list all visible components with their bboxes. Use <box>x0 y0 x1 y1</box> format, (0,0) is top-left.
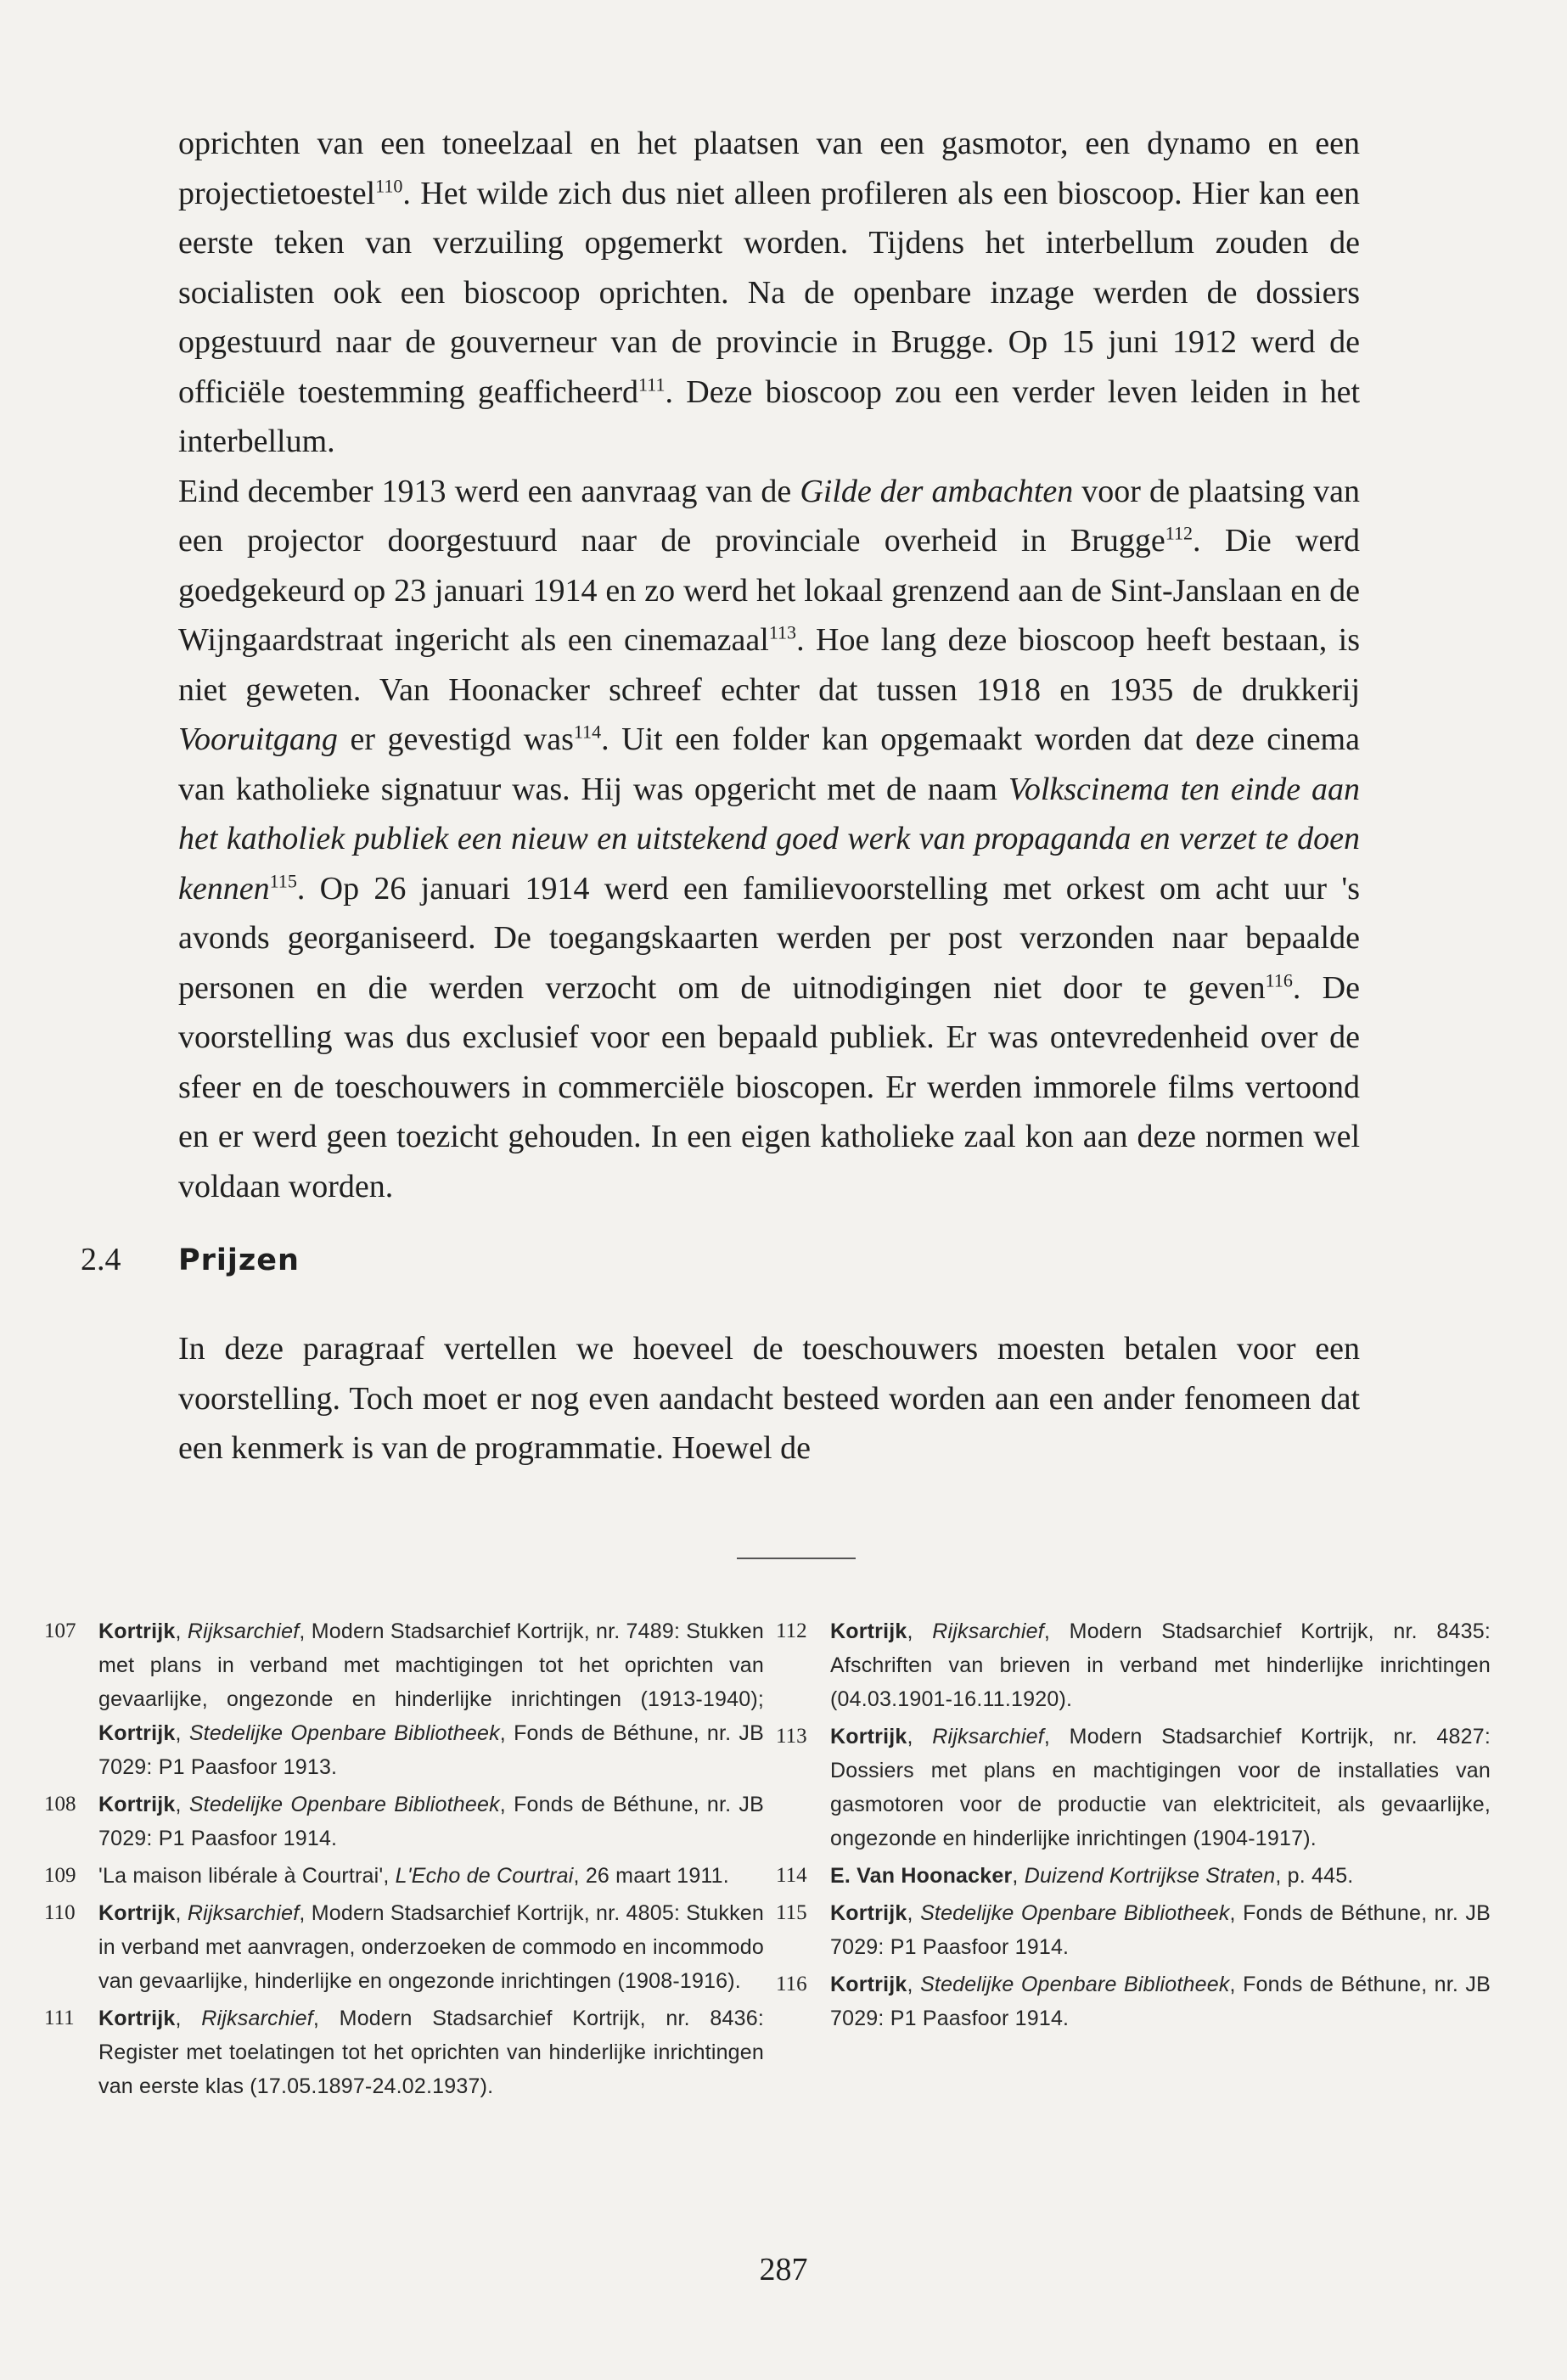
footnote: 114 E. Van Hoonacker, Duizend Kortrijkse Straten, p. 445. <box>776 1859 1491 1893</box>
footnote: 115 Kortrijk, Stedelijke Openbare Bibliotheek, Fonds de Béthune, nr. JB 7029: P1 Paasfoor 1914. <box>776 1896 1491 1964</box>
footnote-ref[interactable]: 113 <box>768 621 797 643</box>
paragraph: oprichten van een toneelzaal en het plaatsen van een gasmotor, een dynamo en een projectietoestel$^{110}$. Het wilde zich dus niet alleen profileren als een bioscoop. Hier kan een eerste teken van verzuiling opgemerkt worden. Tijdens het interbellum zouden de socialisten ook een bioscoop oprichten. Na de openbare inzage werden de dossiers opgestuurd naar de gouverneur van de provincie in Brugge. Op 15 juni 1912 werd de officiële toestemming geafficheerd$^{111}$. Deze bioscoop zou een verder leven leiden in het interbellum. <box>178 126 1360 459</box>
section-paragraph: In deze paragraaf vertellen we hoeveel de toeschouwers moesten betalen voor een voorstelling. Toch moet er nog even aandacht besteed worden aan een ander fenomeen dat een kenmerk is van de programmatie. Hoewel de <box>178 1331 1360 1466</box>
footnote-number: 113 <box>776 1725 807 1748</box>
footnote-number: 107 <box>44 1619 76 1642</box>
footnote-number: 115 <box>776 1901 807 1924</box>
footnote-number: 112 <box>776 1619 807 1642</box>
footnote-ref[interactable]: 115 <box>269 869 297 891</box>
footnote: 107 Kortrijk, Rijksarchief, Modern Stadsarchief Kortrijk, nr. 7489: Stukken met plans in verband met machtigingen tot het oprichten van gevaarlijke, ongezonde en hinderlijke inrichtingen (1913-1940); Kortrijk, Stedelijke Openbare Bibliotheek, Fonds de Béthune, nr. JB 7029: P1 Paasfoor 1913. <box>44 1614 764 1784</box>
footnote: 110 Kortrijk, Rijksarchief, Modern Stadsarchief Kortrijk, nr. 4805: Stukken in verband met aanvragen, onderzoeken de commodo en incommodo van gevaarlijke, hinderlijke en ongezonde inrichtingen (1908-1916). <box>44 1896 764 1998</box>
page-number: 287 <box>759 2252 808 2287</box>
footnote-number: 114 <box>776 1864 807 1887</box>
footnote-ref[interactable]: 111 <box>638 373 666 395</box>
section-heading <box>81 1241 300 1278</box>
footnote-ref[interactable]: 112 <box>1165 522 1194 544</box>
footnotes-right-column <box>776 1614 1491 2039</box>
footnote-number: 111 <box>44 2007 75 2029</box>
footnote: 116 Kortrijk, Stedelijke Openbare Bibliotheek, Fonds de Béthune, nr. JB 7029: P1 Paasfoor 1914. <box>776 1967 1491 2035</box>
footnote-ref[interactable]: 116 <box>1265 968 1293 991</box>
section-number: 2.4 <box>81 1242 121 1277</box>
footnote-ref[interactable]: 110 <box>375 174 403 196</box>
footnote-number: 110 <box>44 1901 76 1924</box>
footnote-ref[interactable]: 114 <box>573 721 602 743</box>
footnote: 108 Kortrijk, Stedelijke Openbare Bibliotheek, Fonds de Béthune, nr. JB 7029: P1 Paasfoor 1914. <box>44 1788 764 1855</box>
footnote-number: 116 <box>776 1973 807 1995</box>
footnote-divider <box>737 1558 856 1559</box>
body-text <box>178 119 1360 1211</box>
section-title: Prijzen <box>178 1243 300 1277</box>
footnote-number: 109 <box>44 1864 76 1887</box>
footnote: 112 Kortrijk, Rijksarchief, Modern Stadsarchief Kortrijk, nr. 8435: Afschriften van brieven in verband met hinderlijke inrichtingen (04.03.1901-16.11.1920). <box>776 1614 1491 1716</box>
footnote: 109 'La maison libérale à Courtrai', L'Echo de Courtrai, 26 maart 1911. <box>44 1859 764 1893</box>
footnote-number: 108 <box>44 1793 76 1816</box>
footnotes-left-column <box>44 1614 764 2107</box>
footnote: 113 Kortrijk, Rijksarchief, Modern Stadsarchief Kortrijk, nr. 4827: Dossiers met plans en machtigingen voor de installaties van gasmotoren voor de productie van elektriciteit, als gevaarlijke, ongezonde en hinderlijke inrichtingen (1904-1917). <box>776 1720 1491 1855</box>
paragraph: Eind december 1913 werd een aanvraag van de Gilde der ambachten voor de plaatsing van een projector doorgestuurd naar de provinciale overheid in Brugge$^{112}$. Die werd goedgekeurd op 23 januari 1914 en zo werd het lokaal grenzend aan de Sint-Janslaan en de Wijngaardstraat ingericht als een cinemazaal$^{113}$. Hoe lang deze bioscoop heeft bestaan, is niet geweten. Van Hoonacker schreef echter dat tussen 1918 en 1935 de drukkerij Vooruitgang er gevestigd was$^{114}$. Uit een folder kan opgemaakt worden dat deze cinema van katholieke signatuur was. Hij was opgericht met de naam Volkscinema ten einde aan het katholiek publiek een nieuw en uitstekend goed werk van propaganda en verzet te doen kennen$^{115}$. Op 26 januari 1914 werd een familievoorstelling met orkest om acht uur 's avonds georganiseerd. De toegangskaarten werden per post verzonden naar bepaalde personen en die werden verzocht om de uitnodigingen niet door te geven$^{116}$. De voorstelling was dus exclusief voor een bepaald publiek. Er was ontevredenheid over de sfeer en de toeschouwers in commerciële bioscopen. Er werden immorele films vertoond en er werd geen toezicht gehouden. In een eigen katholieke zaal kon aan deze normen wel voldaan worden. <box>178 473 1361 1204</box>
footnote: 111 Kortrijk, Rijksarchief, Modern Stadsarchief Kortrijk, nr. 8436: Register met toelatingen tot het oprichten van hinderlijke inrichtingen van eerste klas (17.05.1897-24.02.1937). <box>44 2001 764 2103</box>
